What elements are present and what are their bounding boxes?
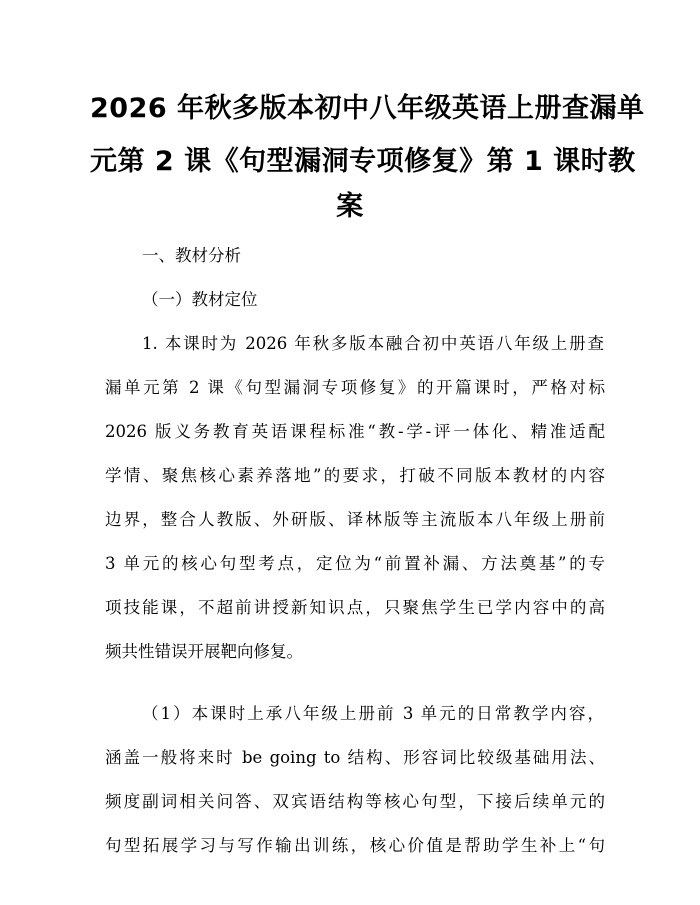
paragraph-2-line: （1）本课时上承八年级上册前 3 单元的日常教学内容， [142, 704, 604, 723]
paragraph-1-line: 漏单元第 2 课《句型漏洞专项修复》的开篇课时，严格对标 [105, 378, 605, 397]
document-title-line-2: 元第 2 课《句型漏洞专项修复》第 1 课时教 [90, 146, 636, 177]
paragraph-2-line: 频度副词相关问答、双宾语结构等核心句型，下接后续单元的 [105, 792, 605, 811]
paragraph-1-line: 2026 版义务教育英语课程标准“教-学-评一体化、精准适配 [105, 422, 605, 441]
paragraph-1-line: 项技能课，不超前讲授新知识点，只聚焦学生已学内容中的高 [105, 598, 605, 617]
subsection-heading: （一）教材定位 [142, 290, 258, 309]
section-heading: 一、教材分析 [142, 246, 241, 265]
paragraph-1-line: 1. 本课时为 2026 年秋多版本融合初中英语八年级上册查 [142, 334, 604, 353]
paragraph-1-line: 边界，整合人教版、外研版、译林版等主流版本八年级上册前 [105, 510, 605, 529]
document-title-line-1: 2026 年秋多版本初中八年级英语上册查漏单 [90, 93, 645, 124]
paragraph-1-line: 3 单元的核心句型考点，定位为“前置补漏、方法奠基”的专 [105, 554, 605, 573]
paragraph-1-line: 学情、聚焦核心素养落地”的要求，打破不同版本教材的内容 [105, 466, 605, 485]
paragraph-2-line: 涵盖一般将来时 be going to 结构、形容词比较级基础用法、 [105, 748, 605, 767]
paragraph-2-line: 句型拓展学习与写作输出训练，核心价值是帮助学生补上“句 [105, 836, 605, 855]
document-title-line-3: 案 [336, 191, 364, 222]
paragraph-1-line: 频共性错误开展靶向修复。 [105, 642, 303, 661]
